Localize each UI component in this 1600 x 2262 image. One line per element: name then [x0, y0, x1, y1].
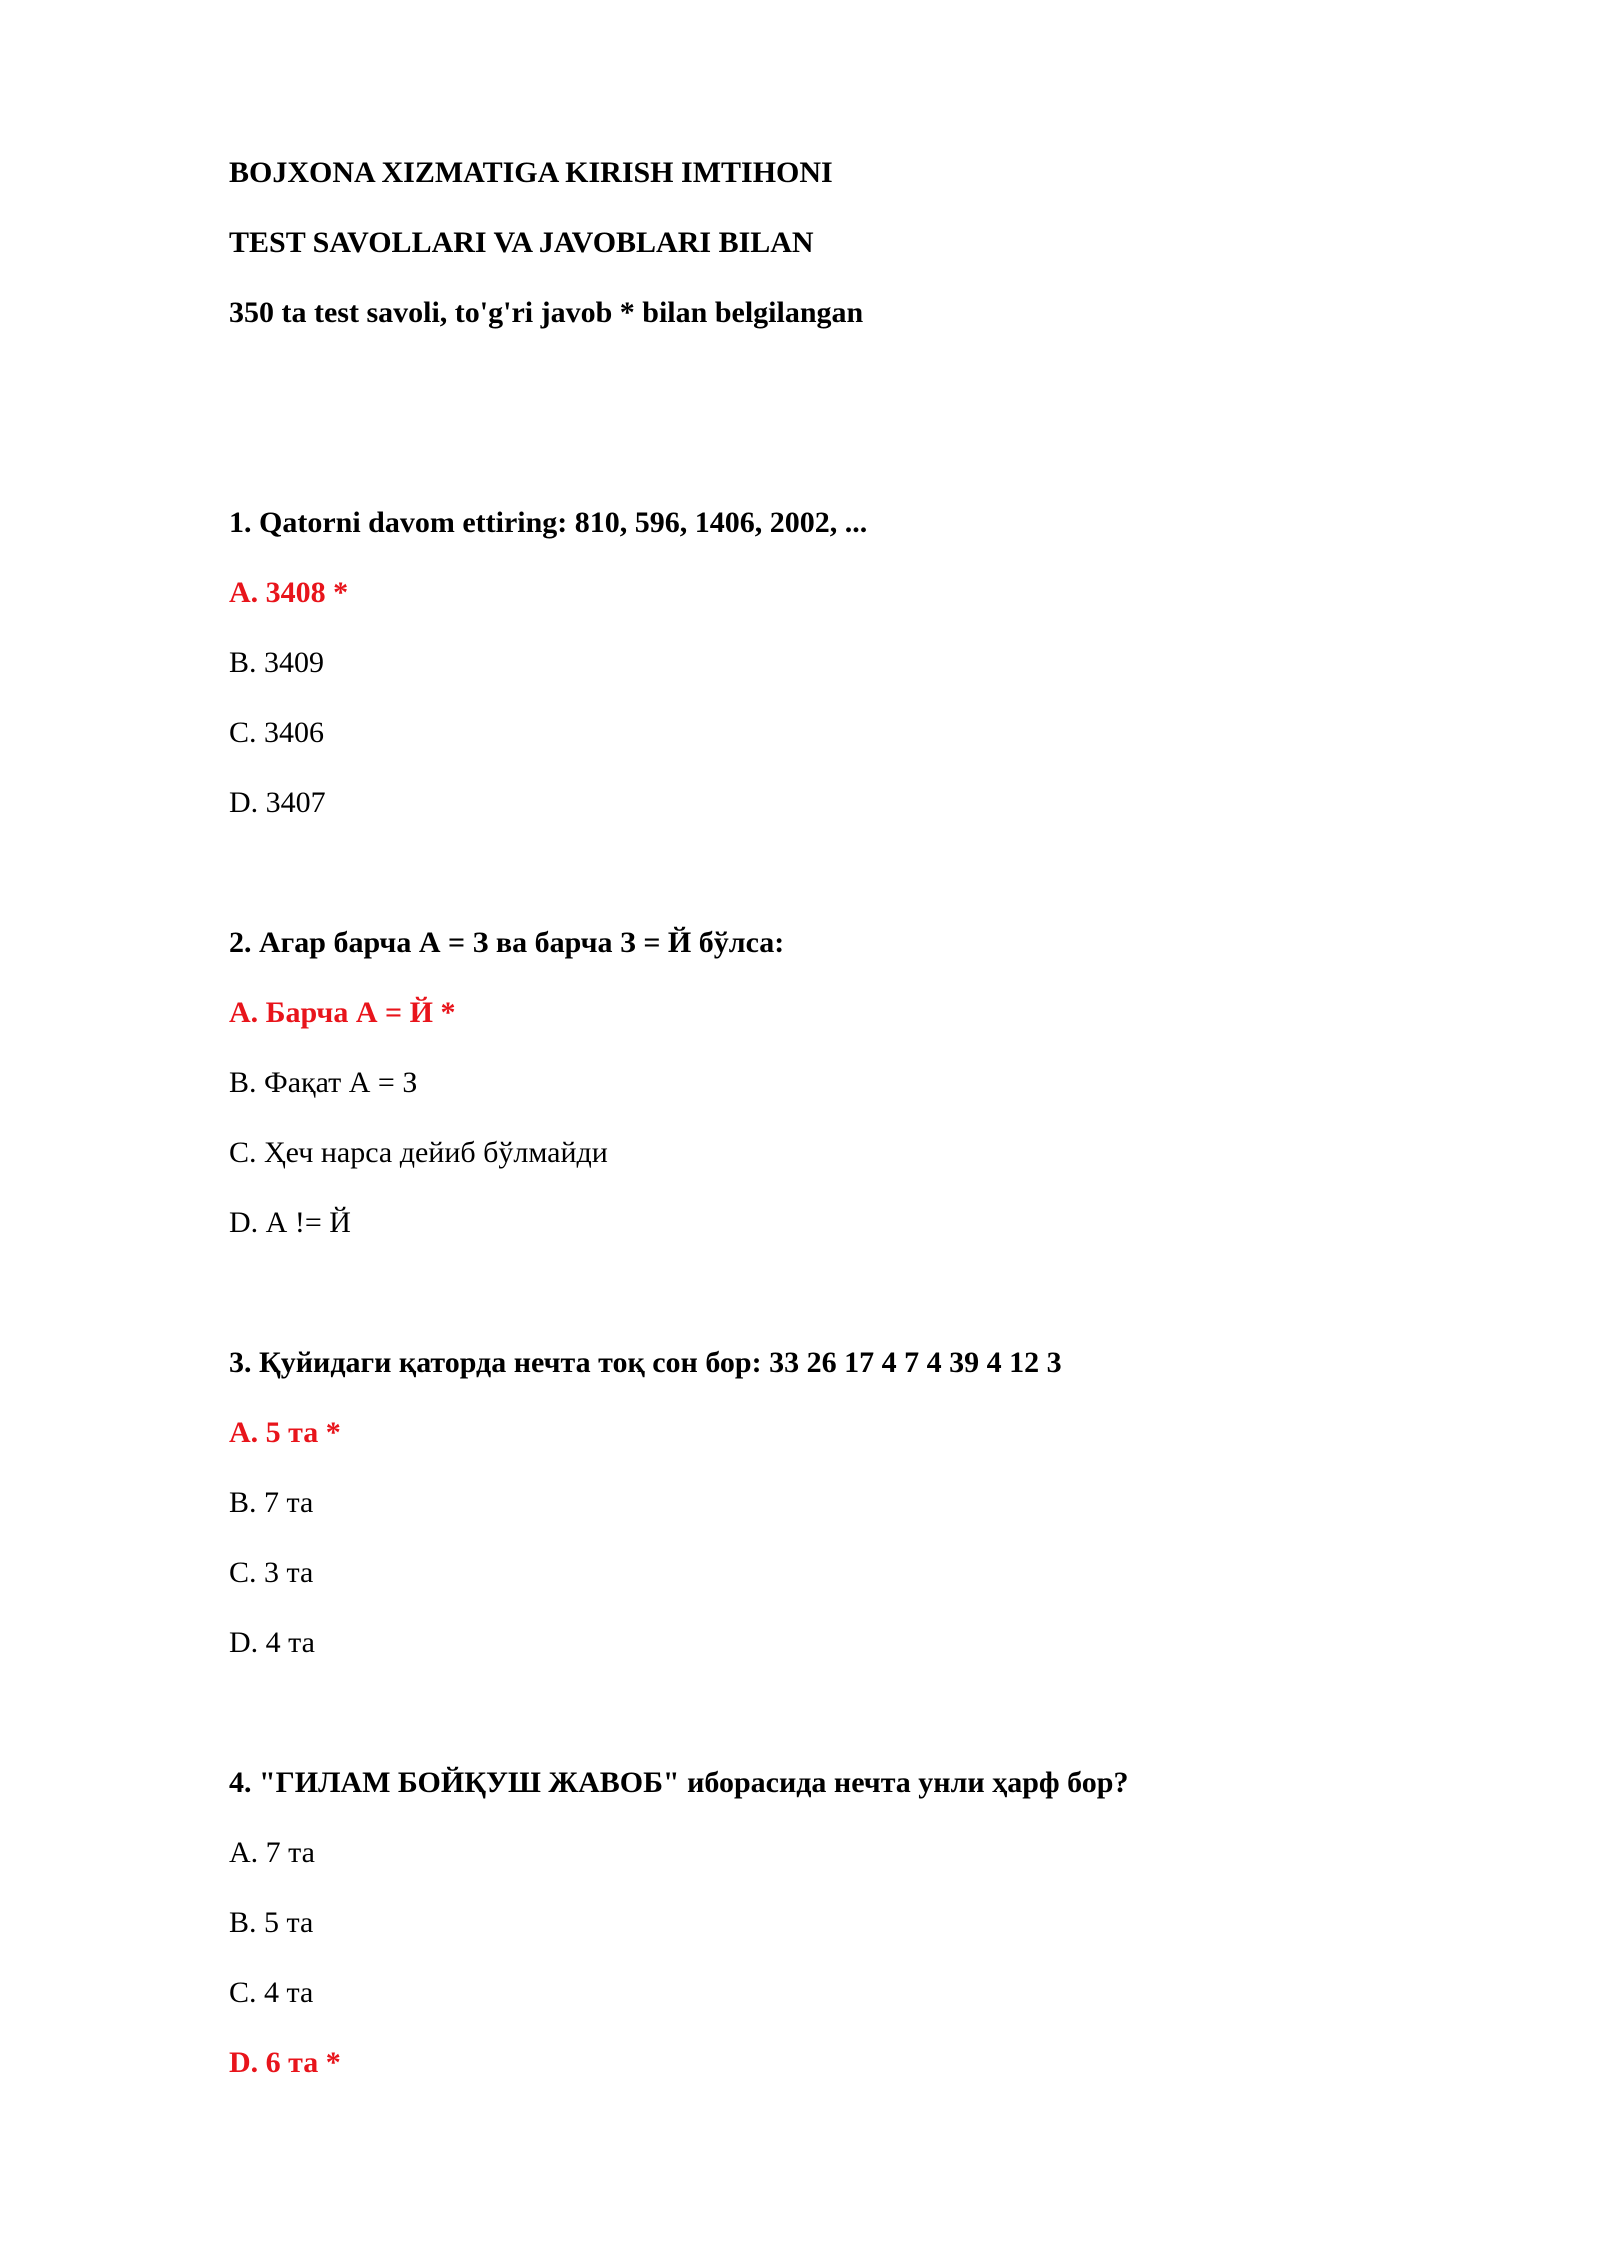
answer-option: A. 7 та	[229, 1836, 315, 1869]
question-text: 4. "ГИЛАМ БОЙҚУШ ЖАВОБ" иборасида нечта унли ҳарф бор?	[229, 1766, 1129, 1799]
answer-option-correct: D. 6 та *	[229, 2046, 341, 2079]
answer-option: D. 4 та	[229, 1626, 315, 1659]
answer-option: C. 3 та	[229, 1556, 314, 1589]
question-text: 3. Қуйидаги қаторда нечта тоқ сон бор: 33 26 17 4 7 4 39 4 12 3	[229, 1346, 1062, 1379]
answer-option: C. Ҳеч нарса дейиб бўлмайди	[229, 1136, 608, 1169]
answer-option: D. 3407	[229, 786, 326, 819]
answer-option: B. 5 та	[229, 1906, 314, 1939]
answer-option: D. А != Й	[229, 1206, 351, 1239]
answer-option-correct: A. 3408 *	[229, 576, 349, 609]
question-text: 2. Агар барча А = З ва барча З = Й бўлса:	[229, 926, 785, 959]
answer-option: B. 7 та	[229, 1486, 314, 1519]
answer-option: B. Фақат А = З	[229, 1066, 418, 1099]
question-text: 1. Qatorni davom ettiring: 810, 596, 1406, 2002, ...	[229, 506, 868, 539]
document-note: 350 ta test savoli, to'g'ri javob * bilan belgilangan	[229, 296, 864, 329]
answer-option: B. 3409	[229, 646, 325, 679]
answer-option: C. 3406	[229, 716, 325, 749]
document-subtitle: TEST SAVOLLARI VA JAVOBLARI BILAN	[229, 226, 814, 259]
answer-option: C. 4 та	[229, 1976, 314, 2009]
answer-option-correct: A. Барча А = Й *	[229, 996, 456, 1029]
document-title: BOJXONA XIZMATIGA KIRISH IMTIHONI	[229, 156, 833, 189]
answer-option-correct: A. 5 та *	[229, 1416, 341, 1449]
